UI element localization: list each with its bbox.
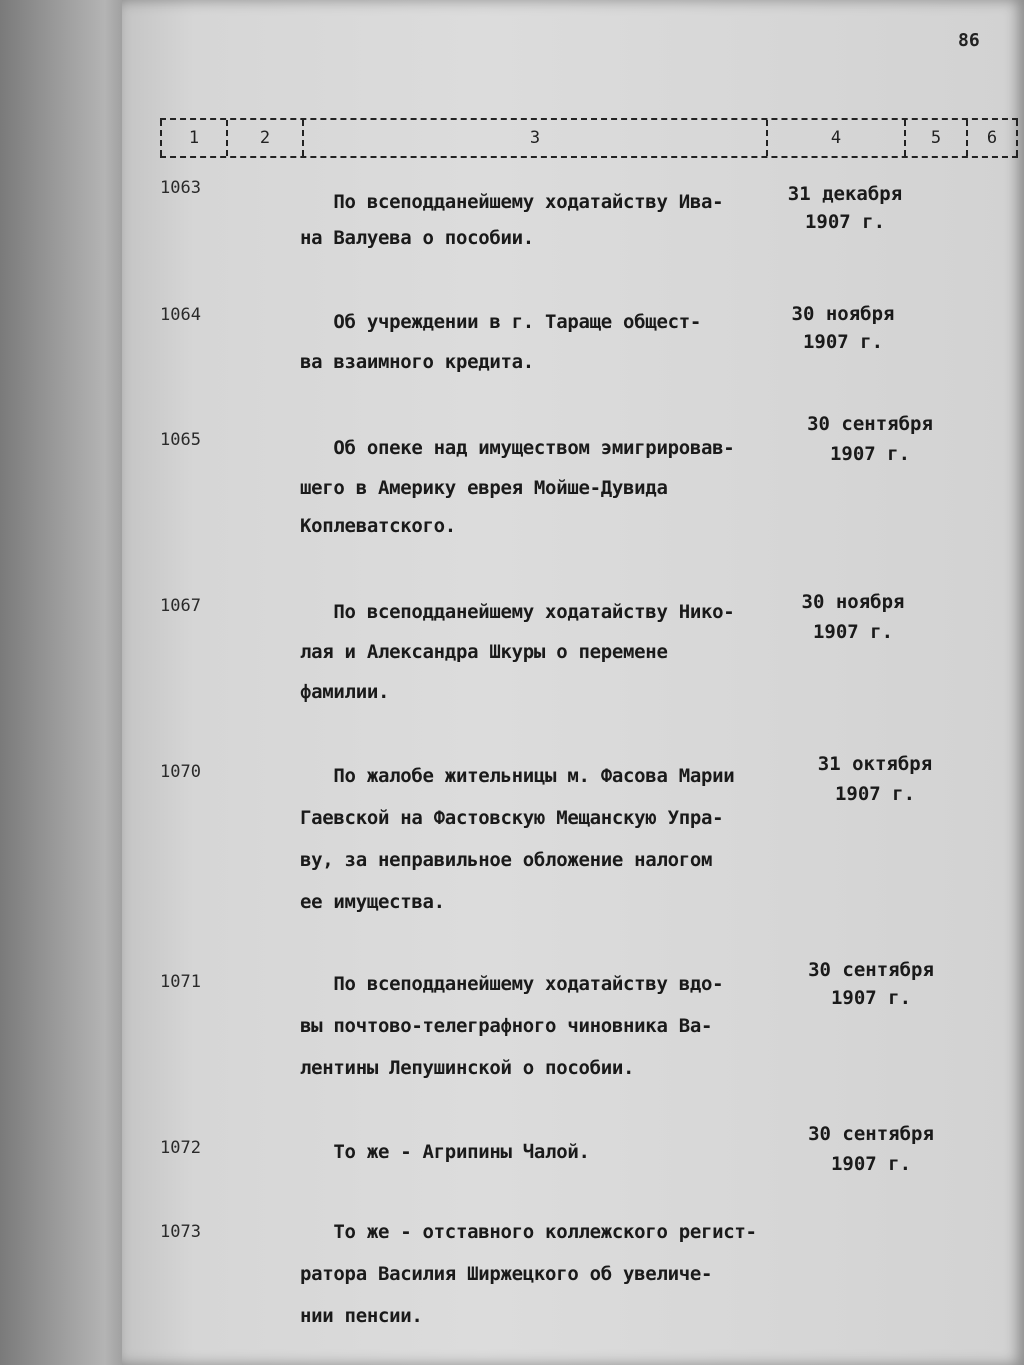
entry-number: 1071 [160, 972, 201, 992]
entry-text-line: ратора Василия Ширжецкого об увеличе- [300, 1263, 713, 1285]
entry-text-line: на Валуева о пособии. [300, 227, 534, 249]
column-header-6: 6 [966, 120, 1018, 156]
entry-date-year: 1907 г. [804, 211, 886, 233]
column-header-2: 2 [226, 120, 302, 156]
entry-text-line: лентины Лепушинской о пособии. [300, 1057, 635, 1079]
entry-text-line: Об учреждении в г. Тараще общест- [300, 311, 702, 333]
entry-text-line: ву, за неправильное обложение налогом [300, 849, 713, 871]
entry-number: 1070 [160, 762, 201, 782]
entry-date-year: 1907 г. [834, 783, 916, 805]
entry-text-line: ее имущества. [300, 891, 445, 913]
column-header-row [160, 118, 1018, 158]
entry-text-line: По жалобе жительницы м. Фасова Марии [300, 765, 735, 787]
entry-date-day: 30 ноября [801, 591, 905, 613]
entry-text-line: Гаевской на Фастовскую Мещанскую Упра- [300, 807, 724, 829]
entry-text-line: ва взаимного кредита. [300, 351, 534, 373]
entry-text-line: вы почтово-телеграфного чиновника Ва- [300, 1015, 713, 1037]
entry-text-line: лая и Александра Шкуры о перемене [300, 641, 668, 663]
entry-text-line: шего в Америку еврея Мойше-Дувида [300, 477, 668, 499]
entry-text-line: Об опеке над имуществом эмигрировав- [300, 437, 735, 459]
entry-number: 1064 [160, 305, 201, 325]
entry-number: 1067 [160, 596, 201, 616]
book-spine [0, 0, 140, 1365]
entry-text-line: То же - Агрипины Чалой. [300, 1141, 590, 1163]
entry-date-day: 30 ноября [791, 303, 895, 325]
entry-date-year: 1907 г. [812, 621, 894, 643]
column-header-3: 3 [302, 120, 766, 156]
column-header-4: 4 [766, 120, 904, 156]
entry-text-line: нии пенсии. [300, 1305, 423, 1327]
entry-date-year: 1907 г. [829, 443, 911, 465]
entry-text-line: По всеподданейшему ходатайству вдо- [300, 973, 724, 995]
page-number: 86 [958, 30, 980, 51]
entry-text-line: фамилии. [300, 681, 390, 703]
entry-date-year: 1907 г. [830, 1153, 912, 1175]
entry-date-day: 31 декабря [787, 183, 903, 205]
entry-date-day: 30 сентября [808, 1123, 934, 1145]
entry-date-day: 30 сентября [808, 959, 934, 981]
entry-text-line: По всеподданейшему ходатайству Ива- [300, 191, 724, 213]
entry-text-line: То же - отставного коллежского регист- [300, 1221, 757, 1243]
entry-date-day: 30 сентября [807, 413, 933, 435]
entry-number: 1063 [160, 178, 201, 198]
entry-number: 1072 [160, 1138, 201, 1158]
entry-number: 1073 [160, 1222, 201, 1242]
column-header-1: 1 [160, 120, 226, 156]
entry-date-year: 1907 г. [830, 987, 912, 1009]
entry-date-year: 1907 г. [802, 331, 884, 353]
entry-text-line: Коплеватского. [300, 515, 456, 537]
entry-number: 1065 [160, 430, 201, 450]
entry-text-line: По всеподданейшему ходатайству Нико- [300, 601, 735, 623]
entry-date-day: 31 октября [817, 753, 933, 775]
column-header-5: 5 [904, 120, 966, 156]
